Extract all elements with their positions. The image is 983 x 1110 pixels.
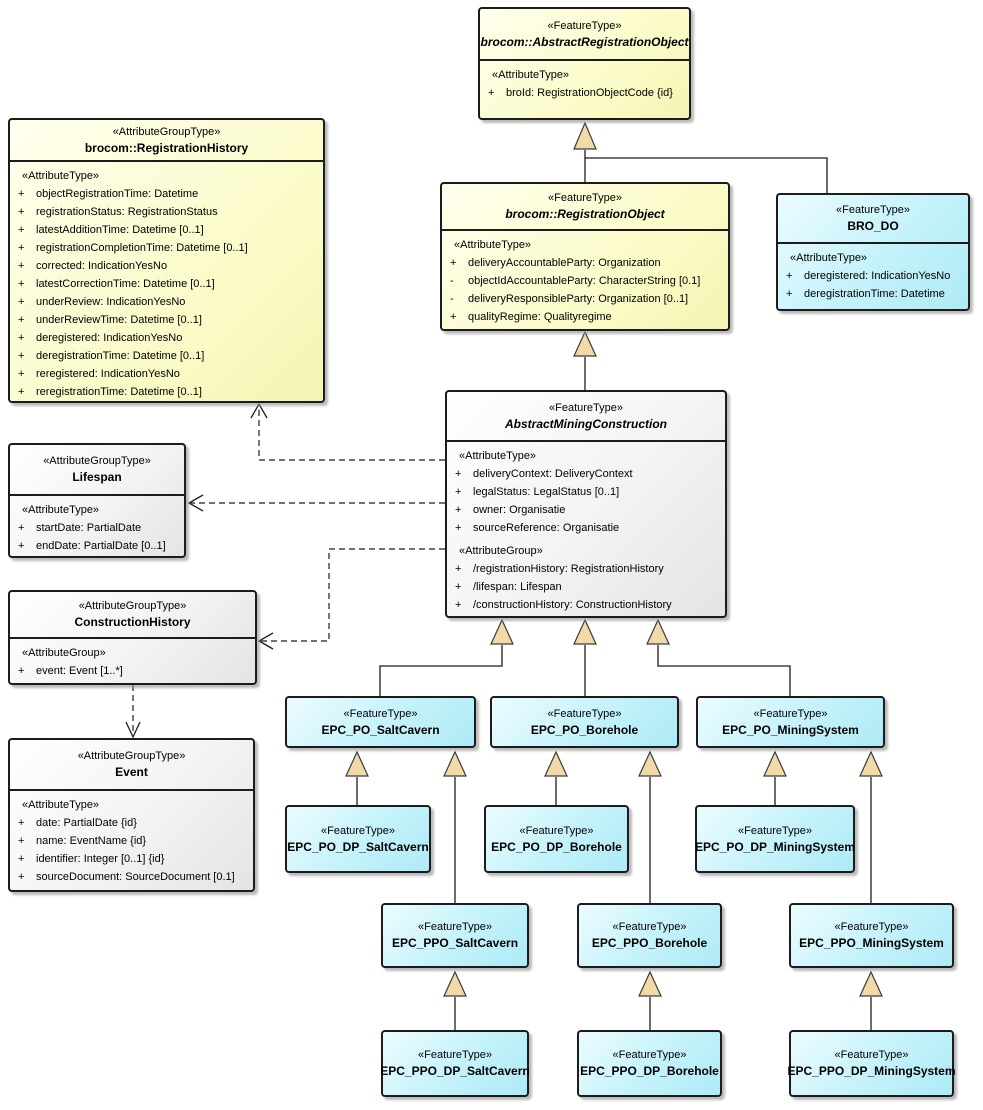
triangle-icon	[860, 752, 882, 776]
triangle-icon	[545, 752, 567, 776]
class-epc-ppo-miningsystem[interactable]	[789, 903, 954, 968]
class-stereotype: «FeatureType»	[547, 707, 622, 720]
triangle-icon	[346, 752, 368, 776]
visibility-sign: +	[455, 522, 462, 534]
visibility-sign: +	[18, 871, 25, 883]
class-stereotype: «FeatureType»	[834, 921, 909, 933]
class-name: EPC_PPO_DP_Borehole	[580, 1064, 719, 1078]
class-header	[579, 905, 720, 966]
attribute-text: registrationCompletionTime: Datetime [0..1]	[36, 242, 248, 254]
attribute-text: deliveryResponsibleParty: Organization [0..1]	[468, 293, 689, 305]
class-name: EPC_PO_DP_MiningSystem	[694, 839, 856, 854]
attribute-row	[451, 596, 721, 614]
visibility-sign: +	[18, 665, 25, 677]
class-attributes	[480, 59, 689, 104]
visibility-sign: +	[450, 311, 457, 323]
attribute-row	[14, 383, 319, 401]
visibility-sign: +	[18, 350, 25, 362]
visibility-sign: +	[18, 835, 25, 847]
visibility-sign: +	[786, 270, 793, 282]
class-name: EPC_PO_SaltCavern	[321, 722, 440, 737]
class-abstract-mining-construction[interactable]	[445, 390, 727, 618]
attribute-text: deregistrationTime: Datetime [0..1]	[36, 350, 205, 362]
class-header	[383, 905, 527, 966]
class-header	[10, 120, 323, 160]
section-stereotype: «AttributeType»	[22, 799, 100, 811]
class-epc-po-borehole[interactable]	[490, 696, 679, 748]
attribute-row	[446, 254, 724, 272]
attribute-text: startDate: PartialDate	[36, 522, 142, 534]
visibility-sign: +	[18, 332, 25, 344]
attribute-text: latestAdditionTime: Datetime [0..1]	[36, 224, 204, 236]
attribute-row	[782, 267, 964, 285]
class-stereotype: «FeatureType»	[548, 192, 622, 204]
attribute-row	[446, 272, 724, 290]
attribute-row	[14, 537, 180, 555]
class-stereotype: «AttributeGroupType»	[112, 125, 221, 138]
class-name: AbstractMiningConstruction	[505, 416, 667, 431]
class-header	[486, 807, 627, 871]
attribute-row	[451, 560, 721, 578]
class-header	[447, 392, 725, 440]
class-name: EPC_PPO_MiningSystem	[799, 936, 944, 950]
attribute-row	[14, 365, 319, 383]
class-name: EPC_PPO_DP_MiningSystem	[787, 1064, 956, 1078]
visibility-sign: +	[18, 386, 25, 398]
class-header	[480, 9, 689, 59]
visibility-sign: +	[18, 817, 25, 829]
attribute-row	[14, 662, 251, 680]
class-stereotype: «FeatureType»	[418, 1049, 492, 1061]
class-event[interactable]	[8, 738, 255, 892]
class-stereotype: «AttributeGroupType»	[78, 600, 187, 612]
visibility-sign: +	[18, 540, 25, 552]
attribute-text: deliveryAccountableParty: Organization	[468, 257, 661, 269]
attribute-row	[14, 221, 319, 239]
gen-line-pomini-to-amc	[658, 645, 790, 696]
attribute-text: deregistrationTime: Datetime	[804, 288, 945, 300]
class-name: BRO_DO	[847, 219, 899, 233]
class-attributes	[442, 229, 728, 328]
class-stereotype: «AttributeGroupType»	[43, 455, 151, 467]
attribute-text: reregistrationTime: Datetime [0..1]	[36, 386, 202, 398]
triangle-icon	[639, 972, 661, 996]
attribute-text: identifier: Integer [0..1] {id}	[36, 853, 165, 865]
triangle-icon	[647, 620, 669, 644]
attribute-text: reregistered: IndicationYesNo	[36, 368, 180, 380]
attribute-row	[451, 578, 721, 596]
class-epc-ppo-dp-miningsystem[interactable]	[789, 1030, 954, 1097]
triangle-icon	[860, 972, 882, 996]
class-header	[287, 807, 429, 871]
visibility-sign: +	[450, 257, 457, 269]
attribute-row	[451, 465, 721, 483]
class-header	[778, 195, 968, 242]
visibility-sign: +	[455, 486, 462, 498]
visibility-sign: +	[455, 563, 462, 575]
class-stereotype: «FeatureType»	[738, 824, 812, 837]
class-stereotype: «FeatureType»	[343, 707, 418, 720]
class-name: EPC_PO_DP_Borehole	[491, 839, 622, 854]
class-stereotype: «FeatureType»	[519, 824, 594, 837]
class-header	[10, 740, 253, 789]
attribute-text: deregistered: IndicationYesNo	[804, 270, 951, 282]
class-epc-po-miningsystem[interactable]	[696, 696, 885, 748]
section-stereotype: «AttributeType»	[22, 504, 100, 516]
attribute-row	[14, 832, 249, 850]
class-epc-ppo-saltcavern[interactable]	[381, 903, 529, 968]
class-epc-po-dp-borehole[interactable]	[484, 805, 629, 873]
triangle-icon	[491, 620, 513, 644]
class-stereotype: «FeatureType»	[612, 1049, 687, 1061]
class-bro-do[interactable]	[776, 193, 970, 311]
attribute-row	[14, 185, 319, 203]
attribute-text: endDate: PartialDate [0..1]	[36, 540, 166, 552]
class-header	[492, 698, 677, 746]
class-stereotype: «AttributeGroupType»	[77, 750, 186, 762]
attribute-text: objectIdAccountableParty: CharacterString [0.1]	[468, 275, 701, 287]
visibility-sign: +	[18, 206, 25, 218]
visibility-sign: +	[18, 260, 25, 272]
attribute-text: corrected: IndicationYesNo	[36, 260, 168, 272]
class-name: EPC_PO_MiningSystem	[722, 722, 859, 737]
visibility-sign: +	[18, 188, 25, 200]
class-epc-po-saltcavern[interactable]	[285, 696, 476, 748]
attribute-text: deliveryContext: DeliveryContext	[473, 468, 633, 480]
class-name: EPC_PO_Borehole	[530, 722, 639, 737]
visibility-sign: +	[455, 468, 462, 480]
attribute-row	[14, 275, 319, 293]
attribute-row	[451, 501, 721, 519]
attribute-row	[14, 293, 319, 311]
attribute-row	[14, 311, 319, 329]
class-epc-po-dp-saltcavern[interactable]	[285, 805, 431, 873]
class-attributes	[10, 494, 184, 557]
class-header	[579, 1032, 720, 1095]
dep-line-amc-to-constructionhistory	[261, 549, 445, 641]
attribute-row	[14, 868, 249, 886]
class-stereotype: «FeatureType»	[418, 921, 492, 933]
attribute-row	[451, 519, 721, 537]
class-header	[791, 905, 952, 966]
attribute-text: objectRegistrationTime: Datetime	[36, 188, 199, 200]
attribute-row	[14, 203, 319, 221]
class-brocom-registration-object[interactable]	[440, 182, 730, 331]
visibility-sign: +	[455, 581, 462, 593]
attribute-row	[782, 285, 964, 303]
attribute-text: name: EventName {id}	[36, 835, 147, 847]
attribute-text: broId: RegistrationObjectCode {id}	[506, 87, 673, 99]
class-header	[442, 184, 728, 229]
class-name: Event	[115, 765, 148, 779]
attribute-row	[14, 347, 319, 365]
triangle-icon	[574, 123, 596, 149]
class-attributes	[778, 242, 968, 305]
class-stereotype: «FeatureType»	[549, 401, 623, 414]
section-stereotype: «AttributeGroup»	[22, 647, 106, 659]
class-name: ConstructionHistory	[74, 615, 191, 629]
gen-line-posalt-to-amc	[380, 645, 502, 696]
visibility-sign: +	[18, 853, 25, 865]
attribute-text: underReviewTime: Datetime [0..1]	[36, 314, 202, 326]
triangle-icon	[639, 752, 661, 776]
class-header	[694, 807, 856, 871]
visibility-sign: +	[18, 296, 25, 308]
class-brocom-registration-history[interactable]	[8, 118, 325, 403]
class-header	[380, 1032, 530, 1095]
class-stereotype: «FeatureType»	[321, 824, 395, 837]
attribute-text: sourceDocument: SourceDocument [0.1]	[36, 871, 235, 883]
class-name: brocom::RegistrationObject	[505, 207, 665, 221]
visibility-sign: +	[488, 87, 495, 99]
section-stereotype: «AttributeType»	[492, 69, 570, 81]
attribute-row	[14, 850, 249, 868]
attribute-row	[14, 329, 319, 347]
class-name: Lifespan	[72, 470, 122, 484]
class-epc-ppo-borehole[interactable]	[577, 903, 722, 968]
attribute-text: legalStatus: LegalStatus [0..1]	[473, 486, 620, 498]
class-epc-po-dp-miningsystem[interactable]	[695, 805, 855, 873]
class-attributes	[10, 789, 253, 888]
visibility-sign: +	[455, 599, 462, 611]
class-stereotype: «FeatureType»	[612, 921, 687, 933]
dep-line-amc-to-registrationhistory	[259, 407, 445, 460]
class-name: brocom::RegistrationHistory	[84, 140, 249, 155]
attribute-text: registrationStatus: RegistrationStatus	[36, 206, 218, 218]
triangle-icon	[574, 332, 596, 356]
section-stereotype: «AttributeType»	[790, 252, 868, 264]
attribute-text: /constructionHistory: ConstructionHistory	[473, 599, 672, 611]
visibility-sign: +	[455, 504, 462, 516]
class-stereotype: «FeatureType»	[834, 1049, 909, 1061]
class-epc-ppo-dp-saltcavern[interactable]	[381, 1030, 529, 1097]
visibility-sign: -	[450, 275, 454, 287]
attribute-row	[14, 814, 249, 832]
section-stereotype: «AttributeType»	[454, 239, 532, 251]
attribute-row	[14, 239, 319, 257]
class-brocom-abstract-registration-object[interactable]	[478, 7, 691, 120]
visibility-sign: +	[18, 242, 25, 254]
class-name: EPC_PO_DP_SaltCavern	[287, 839, 429, 854]
attribute-text: underReview: IndicationYesNo	[36, 296, 186, 308]
triangle-icon	[444, 972, 466, 996]
visibility-sign: +	[18, 368, 25, 380]
visibility-sign: +	[18, 314, 25, 326]
attribute-text: deregistered: IndicationYesNo	[36, 332, 183, 344]
class-attributes	[10, 160, 323, 403]
visibility-sign: +	[18, 522, 25, 534]
attribute-text: event: Event [1..*]	[36, 665, 123, 677]
class-header	[787, 1032, 956, 1095]
triangle-icon	[444, 752, 466, 776]
class-epc-ppo-dp-borehole[interactable]	[577, 1030, 722, 1097]
attribute-text: /lifespan: Lifespan	[473, 581, 562, 593]
class-header	[10, 592, 255, 637]
triangle-icon	[764, 752, 786, 776]
triangle-icon	[574, 620, 596, 644]
class-stereotype: «FeatureType»	[547, 19, 622, 32]
class-name: EPC_PPO_Borehole	[591, 936, 708, 950]
visibility-sign: -	[450, 293, 454, 305]
attribute-row	[446, 308, 724, 326]
attribute-text: /registrationHistory: RegistrationHistory	[473, 563, 664, 575]
visibility-sign: +	[786, 288, 793, 300]
class-lifespan[interactable]	[8, 443, 186, 558]
attribute-row	[484, 84, 685, 102]
class-stereotype: «FeatureType»	[836, 204, 910, 216]
section-stereotype: «AttributeType»	[22, 170, 100, 182]
class-header	[287, 698, 474, 746]
class-name: brocom::AbstractRegistrationObject	[480, 34, 689, 49]
attribute-text: owner: Organisatie	[473, 504, 566, 516]
attribute-row	[451, 483, 721, 501]
attribute-row	[14, 519, 180, 537]
class-header	[698, 698, 883, 746]
class-attributes	[447, 440, 725, 616]
visibility-sign: +	[18, 278, 25, 290]
class-attributes	[10, 637, 255, 682]
attribute-text: qualityRegime: Qualityregime	[468, 311, 612, 323]
class-name: EPC_PPO_DP_SaltCavern	[380, 1064, 530, 1078]
class-construction-history[interactable]	[8, 590, 257, 685]
section-stereotype: «AttributeGroup»	[459, 545, 543, 557]
attribute-row	[446, 290, 724, 308]
class-name: EPC_PPO_SaltCavern	[391, 936, 519, 950]
class-stereotype: «FeatureType»	[753, 707, 828, 720]
visibility-sign: +	[18, 224, 25, 236]
attribute-row	[14, 257, 319, 275]
attribute-text: date: PartialDate {id}	[36, 817, 137, 829]
class-header	[10, 445, 184, 494]
attribute-text: sourceReference: Organisatie	[473, 522, 620, 534]
section-stereotype: «AttributeType»	[459, 450, 537, 462]
attribute-text: latestCorrectionTime: Datetime [0..1]	[36, 278, 215, 290]
